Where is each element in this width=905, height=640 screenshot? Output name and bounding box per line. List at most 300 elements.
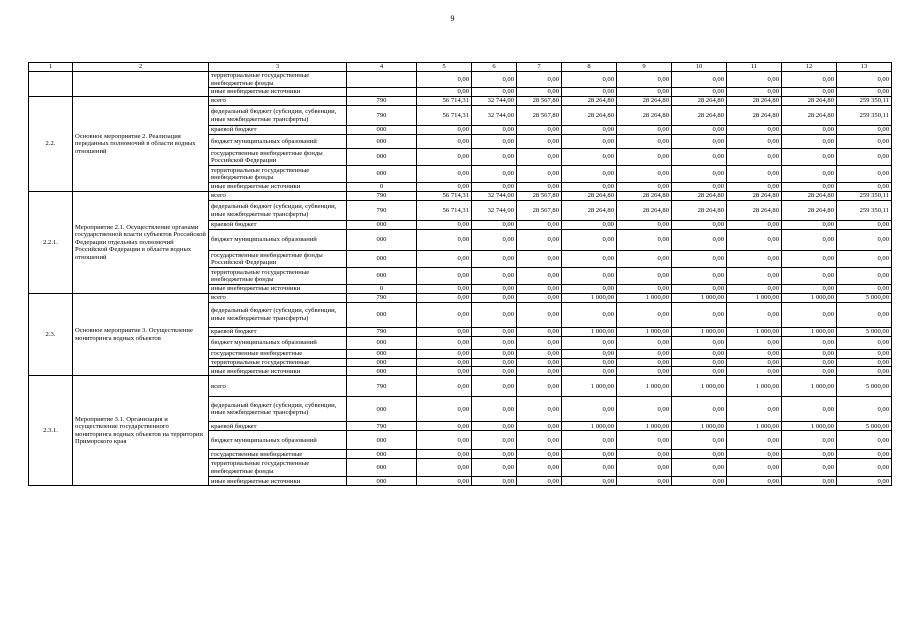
- amount-cell: 0,00: [727, 367, 782, 376]
- amount-cell: 1 000,00: [672, 376, 727, 397]
- amount-cell: 0,00: [617, 459, 672, 477]
- amount-cell: 0,00: [672, 367, 727, 376]
- amount-cell: 0,00: [562, 72, 617, 88]
- amount-cell: 0,00: [617, 126, 672, 135]
- measure-name: Основное мероприятие 2. Реализация переданных полномочий в области водных отношений: [73, 97, 209, 192]
- funding-source: краевой бюджет: [209, 221, 347, 230]
- amount-cell: 0,00: [837, 126, 892, 135]
- amount-cell: 0,00: [417, 358, 472, 367]
- amount-cell: 0,00: [562, 126, 617, 135]
- amount-cell: 0,00: [782, 88, 837, 97]
- amount-cell: 0,00: [672, 126, 727, 135]
- amount-cell: 0,00: [617, 72, 672, 88]
- amount-cell: 0,00: [672, 183, 727, 192]
- budget-code: 000: [347, 459, 417, 477]
- amount-cell: 1 000,00: [562, 422, 617, 431]
- amount-cell: 0,00: [472, 422, 517, 431]
- amount-cell: 0,00: [837, 349, 892, 358]
- amount-cell: 0,00: [727, 149, 782, 166]
- amount-cell: 0,00: [727, 358, 782, 367]
- amount-cell: 0,00: [672, 358, 727, 367]
- amount-cell: 0,00: [727, 336, 782, 349]
- amount-cell: 0,00: [782, 302, 837, 327]
- amount-cell: 0,00: [562, 336, 617, 349]
- funding-source: всего: [209, 376, 347, 397]
- amount-cell: 0,00: [672, 251, 727, 268]
- amount-cell: 0,00: [672, 88, 727, 97]
- budget-code: 000: [347, 268, 417, 285]
- amount-cell: 0,00: [727, 72, 782, 88]
- amount-cell: 0,00: [617, 397, 672, 422]
- amount-cell: 0,00: [417, 376, 472, 397]
- funding-source: краевой бюджет: [209, 126, 347, 135]
- amount-cell: 0,00: [562, 358, 617, 367]
- amount-cell: 0,00: [472, 450, 517, 459]
- amount-cell: 28 264,80: [617, 201, 672, 221]
- amount-cell: 0,00: [417, 230, 472, 251]
- amount-cell: 0,00: [782, 149, 837, 166]
- budget-code: 790: [347, 422, 417, 431]
- amount-cell: 0,00: [727, 450, 782, 459]
- amount-cell: 0,00: [517, 327, 562, 336]
- amount-cell: 1 000,00: [617, 327, 672, 336]
- amount-cell: 0,00: [782, 358, 837, 367]
- budget-code: 000: [347, 336, 417, 349]
- amount-cell: 0,00: [782, 367, 837, 376]
- column-header: 5: [417, 63, 472, 72]
- amount-cell: 0,00: [672, 285, 727, 294]
- amount-cell: 0,00: [472, 349, 517, 358]
- amount-cell: 1 000,00: [617, 422, 672, 431]
- amount-cell: 0,00: [672, 302, 727, 327]
- amount-cell: 0,00: [517, 251, 562, 268]
- amount-cell: 1 000,00: [782, 293, 837, 302]
- amount-cell: 0,00: [672, 135, 727, 149]
- budget-code: 000: [347, 149, 417, 166]
- amount-cell: 0,00: [472, 431, 517, 450]
- amount-cell: 0,00: [417, 349, 472, 358]
- amount-cell: 0,00: [782, 450, 837, 459]
- amount-cell: 0,00: [727, 285, 782, 294]
- amount-cell: 0,00: [617, 477, 672, 486]
- amount-cell: 0,00: [517, 422, 562, 431]
- amount-cell: 1 000,00: [727, 327, 782, 336]
- amount-cell: 0,00: [617, 166, 672, 183]
- amount-cell: 0,00: [472, 376, 517, 397]
- amount-cell: 0,00: [562, 397, 617, 422]
- funding-source: государственные внебюджетные фонды Российской Федерации: [209, 251, 347, 268]
- amount-cell: 0,00: [672, 450, 727, 459]
- amount-cell: 0,00: [472, 166, 517, 183]
- amount-cell: 0,00: [517, 72, 562, 88]
- amount-cell: 0,00: [517, 88, 562, 97]
- amount-cell: 0,00: [617, 431, 672, 450]
- amount-cell: 0,00: [417, 285, 472, 294]
- amount-cell: 0,00: [517, 135, 562, 149]
- amount-cell: 0,00: [727, 397, 782, 422]
- budget-code: 000: [347, 367, 417, 376]
- amount-cell: 0,00: [562, 285, 617, 294]
- amount-cell: 32 744,00: [472, 201, 517, 221]
- funding-source: бюджет муниципальных образований: [209, 135, 347, 149]
- amount-cell: 0,00: [562, 349, 617, 358]
- amount-cell: 28 264,80: [782, 97, 837, 106]
- amount-cell: 5 000,00: [837, 422, 892, 431]
- amount-cell: 0,00: [727, 251, 782, 268]
- amount-cell: 28 264,80: [727, 192, 782, 201]
- budget-code: 790: [347, 192, 417, 201]
- funding-source: всего: [209, 97, 347, 106]
- amount-cell: 0,00: [837, 367, 892, 376]
- amount-cell: 0,00: [517, 367, 562, 376]
- amount-cell: 28 264,80: [562, 201, 617, 221]
- column-header: 10: [672, 63, 727, 72]
- column-header: 13: [837, 63, 892, 72]
- funding-source: бюджет муниципальных образований: [209, 336, 347, 349]
- row-index: [29, 72, 73, 97]
- funding-source: государственные внебюджетные фонды Российской Федерации: [209, 149, 347, 166]
- budget-code: 000: [347, 251, 417, 268]
- amount-cell: 0,00: [517, 349, 562, 358]
- amount-cell: 1 000,00: [562, 327, 617, 336]
- amount-cell: 0,00: [672, 397, 727, 422]
- column-header: 12: [782, 63, 837, 72]
- amount-cell: 0,00: [837, 397, 892, 422]
- amount-cell: 0,00: [472, 397, 517, 422]
- amount-cell: 0,00: [727, 183, 782, 192]
- budget-code: 000: [347, 431, 417, 450]
- funding-source: территориальные государственные внебюджетные фонды: [209, 459, 347, 477]
- amount-cell: 0,00: [837, 459, 892, 477]
- amount-cell: 0,00: [782, 221, 837, 230]
- amount-cell: 28 567,80: [517, 106, 562, 126]
- amount-cell: 0,00: [517, 230, 562, 251]
- amount-cell: 0,00: [672, 459, 727, 477]
- table-body: [29, 72, 892, 486]
- funding-source: краевой бюджет: [209, 422, 347, 431]
- amount-cell: 0,00: [617, 358, 672, 367]
- amount-cell: 0,00: [672, 221, 727, 230]
- amount-cell: 0,00: [472, 72, 517, 88]
- amount-cell: 1 000,00: [727, 422, 782, 431]
- amount-cell: 0,00: [617, 221, 672, 230]
- amount-cell: 0,00: [617, 230, 672, 251]
- table-row: [29, 192, 892, 201]
- amount-cell: 1 000,00: [727, 293, 782, 302]
- amount-cell: 0,00: [617, 302, 672, 327]
- amount-cell: 0,00: [417, 336, 472, 349]
- column-header: 1: [29, 63, 73, 72]
- budget-code: 790: [347, 376, 417, 397]
- amount-cell: 0,00: [837, 477, 892, 486]
- column-header: 4: [347, 63, 417, 72]
- amount-cell: 0,00: [562, 268, 617, 285]
- budget-code: 0: [347, 285, 417, 294]
- amount-cell: 0,00: [782, 166, 837, 183]
- amount-cell: 259 350,11: [837, 201, 892, 221]
- amount-cell: 0,00: [562, 166, 617, 183]
- funding-source: территориальные государственные внебюджетные фонды: [209, 166, 347, 183]
- amount-cell: 0,00: [837, 166, 892, 183]
- amount-cell: 0,00: [562, 450, 617, 459]
- funding-source: федеральный бюджет (субсидии, субвенции, иные межбюджетные трансферты): [209, 201, 347, 221]
- funding-source: территориальные государственные: [209, 358, 347, 367]
- row-index: 2.2.: [29, 97, 73, 192]
- amount-cell: 0,00: [837, 72, 892, 88]
- amount-cell: 0,00: [727, 135, 782, 149]
- amount-cell: 28 264,80: [672, 192, 727, 201]
- amount-cell: 0,00: [472, 126, 517, 135]
- amount-cell: 0,00: [782, 183, 837, 192]
- amount-cell: 28 264,80: [672, 106, 727, 126]
- budget-code: 000: [347, 135, 417, 149]
- amount-cell: 0,00: [562, 230, 617, 251]
- amount-cell: 0,00: [782, 477, 837, 486]
- amount-cell: 1 000,00: [562, 293, 617, 302]
- amount-cell: 0,00: [727, 302, 782, 327]
- amount-cell: 0,00: [472, 88, 517, 97]
- funding-source: всего: [209, 293, 347, 302]
- amount-cell: 28 264,80: [782, 106, 837, 126]
- budget-code: 000: [347, 349, 417, 358]
- amount-cell: 0,00: [472, 302, 517, 327]
- amount-cell: 1 000,00: [672, 327, 727, 336]
- budget-code: 790: [347, 97, 417, 106]
- amount-cell: 0,00: [782, 336, 837, 349]
- measure-name: Основное мероприятие 3. Осуществление мониторинга водных объектов: [73, 293, 209, 376]
- funding-source: краевой бюджет: [209, 327, 347, 336]
- amount-cell: 32 744,00: [472, 106, 517, 126]
- amount-cell: 0,00: [617, 268, 672, 285]
- row-index: 2.3.: [29, 293, 73, 376]
- amount-cell: 0,00: [517, 450, 562, 459]
- funding-source: всего: [209, 192, 347, 201]
- amount-cell: 1 000,00: [782, 327, 837, 336]
- amount-cell: 0,00: [517, 268, 562, 285]
- amount-cell: 32 744,00: [472, 97, 517, 106]
- amount-cell: 0,00: [417, 88, 472, 97]
- amount-cell: 0,00: [417, 422, 472, 431]
- amount-cell: 0,00: [417, 149, 472, 166]
- amount-cell: 5 000,00: [837, 293, 892, 302]
- amount-cell: 0,00: [617, 149, 672, 166]
- column-header: 7: [517, 63, 562, 72]
- amount-cell: 0,00: [617, 251, 672, 268]
- amount-cell: 0,00: [472, 149, 517, 166]
- amount-cell: 0,00: [837, 431, 892, 450]
- amount-cell: 0,00: [617, 450, 672, 459]
- amount-cell: 0,00: [472, 285, 517, 294]
- amount-cell: 0,00: [472, 221, 517, 230]
- amount-cell: 1 000,00: [727, 376, 782, 397]
- amount-cell: 0,00: [417, 126, 472, 135]
- budget-code: 000: [347, 477, 417, 486]
- budget-code: 790: [347, 106, 417, 126]
- amount-cell: 1 000,00: [672, 293, 727, 302]
- amount-cell: 259 350,11: [837, 97, 892, 106]
- amount-cell: 0,00: [727, 221, 782, 230]
- amount-cell: 0,00: [562, 302, 617, 327]
- row-index: 2.3.1.: [29, 376, 73, 486]
- amount-cell: 259 350,11: [837, 106, 892, 126]
- funding-source: государственные внебюджетные: [209, 450, 347, 459]
- row-index: 2.2.1.: [29, 192, 73, 294]
- amount-cell: 0,00: [417, 135, 472, 149]
- amount-cell: 0,00: [837, 358, 892, 367]
- amount-cell: 0,00: [617, 349, 672, 358]
- amount-cell: 0,00: [517, 149, 562, 166]
- amount-cell: 0,00: [517, 126, 562, 135]
- amount-cell: 32 744,00: [472, 192, 517, 201]
- column-header: 6: [472, 63, 517, 72]
- amount-cell: 28 264,80: [562, 192, 617, 201]
- amount-cell: 0,00: [417, 431, 472, 450]
- amount-cell: 0,00: [837, 285, 892, 294]
- amount-cell: 0,00: [472, 327, 517, 336]
- amount-cell: 0,00: [727, 431, 782, 450]
- amount-cell: 0,00: [782, 459, 837, 477]
- amount-cell: 0,00: [782, 397, 837, 422]
- amount-cell: 1 000,00: [672, 422, 727, 431]
- amount-cell: 28 264,80: [782, 192, 837, 201]
- amount-cell: 0,00: [727, 230, 782, 251]
- amount-cell: 1 000,00: [562, 376, 617, 397]
- amount-cell: 0,00: [837, 88, 892, 97]
- amount-cell: 0,00: [617, 336, 672, 349]
- amount-cell: 0,00: [782, 230, 837, 251]
- amount-cell: 5 000,00: [837, 376, 892, 397]
- amount-cell: 0,00: [782, 349, 837, 358]
- column-header: 8: [562, 63, 617, 72]
- amount-cell: 0,00: [562, 221, 617, 230]
- amount-cell: 0,00: [472, 336, 517, 349]
- amount-cell: 0,00: [562, 149, 617, 166]
- funding-source: иные внебюджетные источники: [209, 367, 347, 376]
- funding-source: бюджет муниципальных образований: [209, 230, 347, 251]
- amount-cell: 0,00: [417, 72, 472, 88]
- amount-cell: 1 000,00: [617, 293, 672, 302]
- amount-cell: 0,00: [782, 285, 837, 294]
- amount-cell: 1 000,00: [782, 376, 837, 397]
- budget-code: 000: [347, 230, 417, 251]
- amount-cell: 56 714,31: [417, 192, 472, 201]
- amount-cell: 0,00: [782, 251, 837, 268]
- table-row: [29, 72, 892, 88]
- amount-cell: 0,00: [617, 367, 672, 376]
- amount-cell: 0,00: [517, 166, 562, 183]
- amount-cell: 1 000,00: [782, 422, 837, 431]
- amount-cell: 0,00: [837, 230, 892, 251]
- amount-cell: 0,00: [672, 431, 727, 450]
- amount-cell: 0,00: [617, 135, 672, 149]
- amount-cell: 0,00: [617, 285, 672, 294]
- amount-cell: 0,00: [472, 293, 517, 302]
- amount-cell: 1 000,00: [617, 376, 672, 397]
- amount-cell: 0,00: [472, 477, 517, 486]
- funding-source: иные внебюджетные источники: [209, 183, 347, 192]
- amount-cell: 0,00: [672, 349, 727, 358]
- amount-cell: 0,00: [417, 302, 472, 327]
- column-header: 9: [617, 63, 672, 72]
- amount-cell: 0,00: [782, 126, 837, 135]
- amount-cell: 0,00: [727, 477, 782, 486]
- amount-cell: 28 264,80: [617, 97, 672, 106]
- budget-code: 000: [347, 126, 417, 135]
- budget-code: 000: [347, 302, 417, 327]
- amount-cell: 0,00: [417, 450, 472, 459]
- amount-cell: 0,00: [417, 221, 472, 230]
- amount-cell: 0,00: [727, 166, 782, 183]
- amount-cell: 0,00: [472, 358, 517, 367]
- amount-cell: 28 264,80: [672, 97, 727, 106]
- amount-cell: 0,00: [837, 336, 892, 349]
- amount-cell: 0,00: [562, 251, 617, 268]
- amount-cell: 0,00: [672, 268, 727, 285]
- amount-cell: 0,00: [517, 477, 562, 486]
- budget-code: [347, 88, 417, 97]
- amount-cell: 0,00: [517, 431, 562, 450]
- budget-code: 000: [347, 166, 417, 183]
- budget-code: 000: [347, 221, 417, 230]
- budget-code: 790: [347, 327, 417, 336]
- amount-cell: 0,00: [782, 431, 837, 450]
- budget-code: 790: [347, 293, 417, 302]
- amount-cell: 0,00: [782, 135, 837, 149]
- amount-cell: 28 264,80: [727, 106, 782, 126]
- amount-cell: 0,00: [562, 367, 617, 376]
- funding-source: государственные внебюджетные: [209, 349, 347, 358]
- amount-cell: 0,00: [417, 327, 472, 336]
- amount-cell: 0,00: [562, 183, 617, 192]
- amount-cell: 0,00: [617, 88, 672, 97]
- amount-cell: 0,00: [617, 183, 672, 192]
- budget-code: 000: [347, 397, 417, 422]
- funding-source: территориальные государственные внебюджетные фонды: [209, 268, 347, 285]
- page-number: 9: [450, 14, 455, 23]
- measure-name: Мероприятие 3.1. Организация и осуществление государственного мониторинга водных объектов на территории Приморского края: [73, 376, 209, 486]
- amount-cell: 0,00: [672, 149, 727, 166]
- funding-source: федеральный бюджет (субсидии, субвенции, иные межбюджетные трансферты): [209, 302, 347, 327]
- amount-cell: 0,00: [517, 358, 562, 367]
- amount-cell: 0,00: [517, 293, 562, 302]
- amount-cell: 0,00: [727, 349, 782, 358]
- amount-cell: 0,00: [837, 302, 892, 327]
- amount-cell: 0,00: [417, 477, 472, 486]
- amount-cell: 28 567,80: [517, 97, 562, 106]
- amount-cell: 28 264,80: [617, 192, 672, 201]
- amount-cell: 28 264,80: [562, 97, 617, 106]
- amount-cell: 28 264,80: [727, 201, 782, 221]
- amount-cell: 0,00: [472, 183, 517, 192]
- header-row: [29, 63, 892, 72]
- column-header: 2: [73, 63, 209, 72]
- amount-cell: 0,00: [672, 477, 727, 486]
- amount-cell: 0,00: [672, 166, 727, 183]
- amount-cell: 0,00: [727, 459, 782, 477]
- amount-cell: 0,00: [417, 367, 472, 376]
- amount-cell: 0,00: [517, 183, 562, 192]
- amount-cell: 0,00: [517, 285, 562, 294]
- amount-cell: 0,00: [837, 149, 892, 166]
- amount-cell: 0,00: [672, 336, 727, 349]
- amount-cell: 0,00: [417, 459, 472, 477]
- amount-cell: 0,00: [472, 251, 517, 268]
- amount-cell: 56 714,31: [417, 106, 472, 126]
- amount-cell: 0,00: [417, 183, 472, 192]
- amount-cell: 0,00: [417, 268, 472, 285]
- budget-code: 000: [347, 450, 417, 459]
- amount-cell: 0,00: [562, 431, 617, 450]
